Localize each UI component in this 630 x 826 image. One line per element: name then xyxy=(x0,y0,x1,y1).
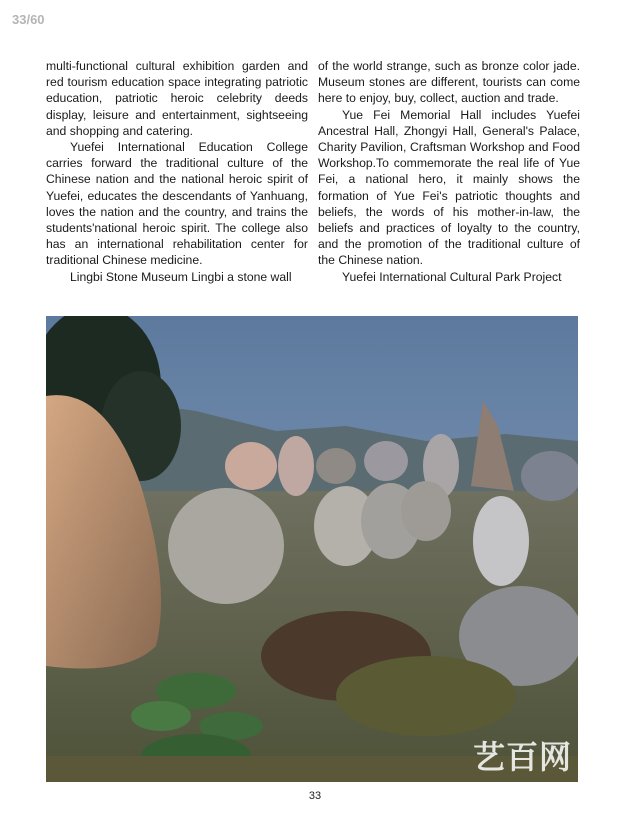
page-indicator: 33/60 xyxy=(12,12,45,27)
page-number: 33 xyxy=(308,790,322,802)
paragraph: Yuefei International Education College carries forward the traditional culture of the Chinese nation and the national heroic spirit of Yuefei, educates the descendants of Yanhuang, loves the nation and the country, and trains the students'national heroic spirit. The college also has an international rehabilitation center for traditional Chinese medicine. xyxy=(46,140,308,268)
paragraph: Lingbi Stone Museum Lingbi a stone wall xyxy=(70,269,292,284)
paragraph: Yue Fei Memorial Hall includes Yuefei Ancestral Hall, Zhongyi Hall, General's Palace, Charity Pavilion, Craftsman Workshop and Food Workshop.To commemorate the real life of Yue Fei, a national hero, it mainly shows the formation of Yue Fei's patriotic thoughts and beliefs, the words of his mother-in-law, the beliefs and practices of loyalty to the country, and the promotion of the traditional culture of the Chinese nation. xyxy=(318,107,580,268)
text-column-right xyxy=(318,58,580,285)
paragraph: multi-functional cultural exhibition garden and red tourism education space integrating patriotic education, patriotic heroic celebrity deeds display, leisure and entertainment, sightseeing and shopping and catering. xyxy=(46,59,308,138)
watermark-logo: 艺百网 xyxy=(472,738,572,776)
stone-garden-photo xyxy=(46,316,578,782)
text-column-left xyxy=(46,58,308,285)
paragraph: Yuefei International Cultural Park Project xyxy=(342,269,562,284)
paragraph: of the world strange, such as bronze color jade. Museum stones are different, tourists can come here to enjoy, buy, collect, auction and trade. xyxy=(318,59,580,106)
stone-garden-illustration xyxy=(46,316,578,782)
